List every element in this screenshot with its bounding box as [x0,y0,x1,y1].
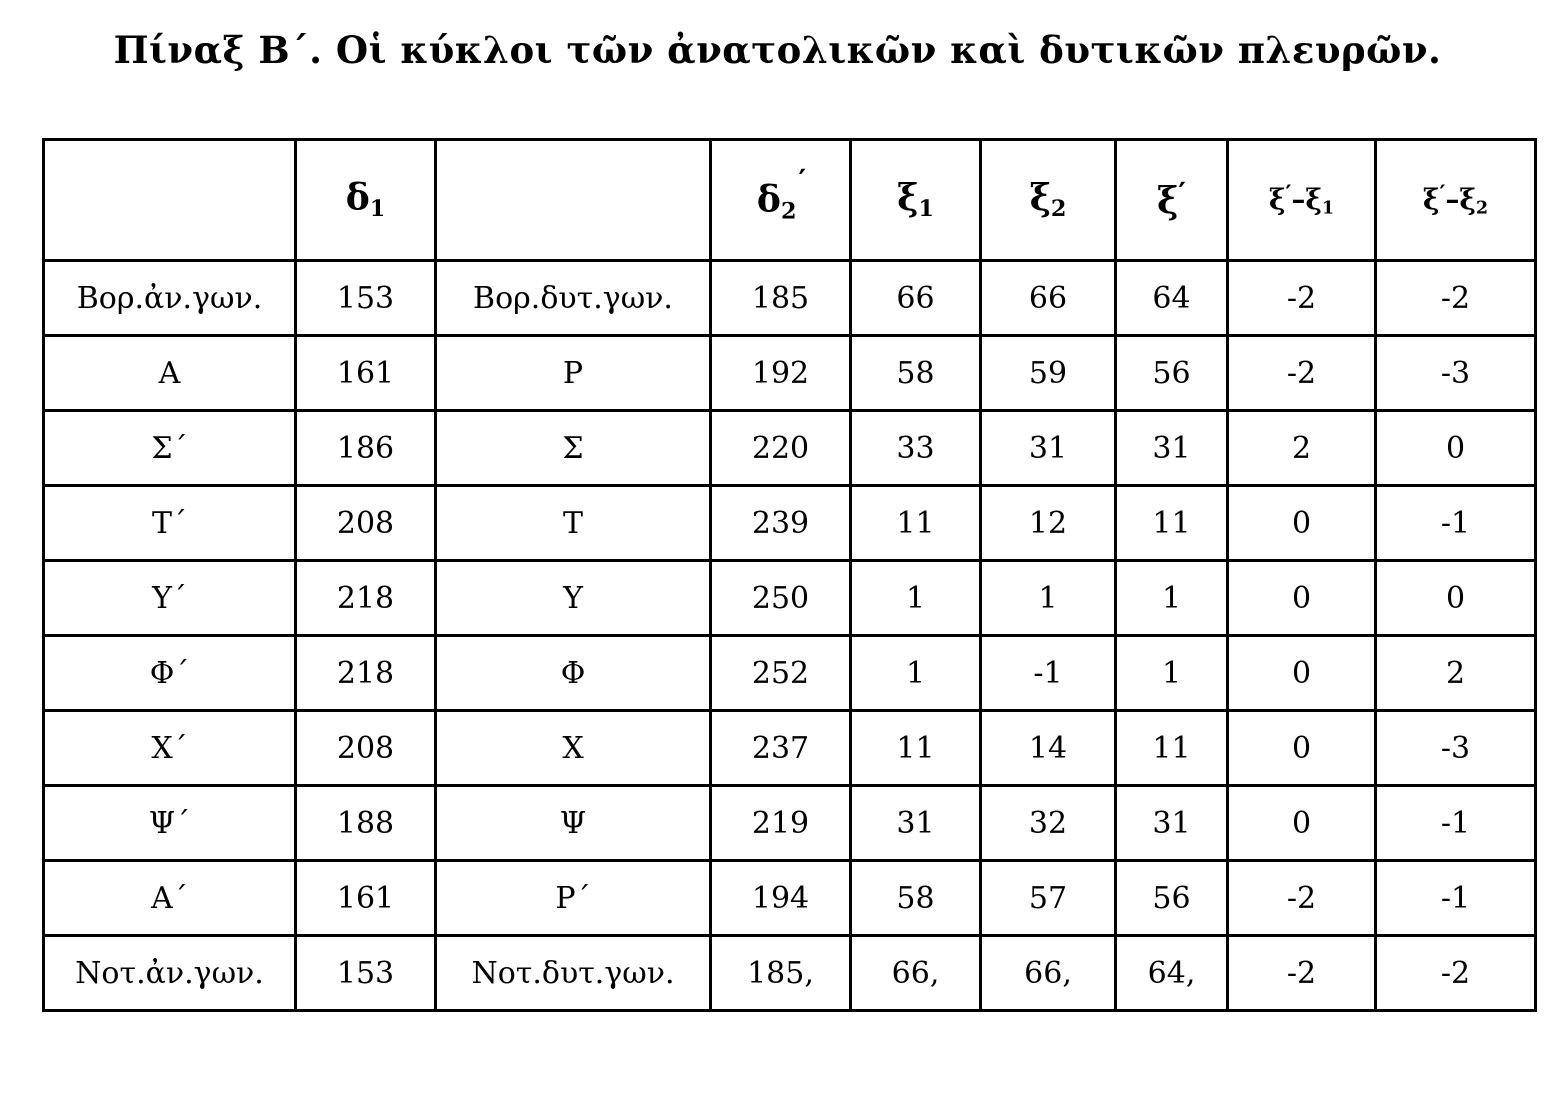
cell-diff1: 0 [1228,711,1376,786]
cell-diff2: 0 [1376,561,1536,636]
table-row [44,486,1536,561]
cell-xi1: 58 [851,336,981,411]
cell-d2: 220 [711,411,851,486]
header-xi1: $\xi_1$ [851,140,981,261]
cell-d1: 218 [296,636,436,711]
table-caption: Πίναξ Β΄. Οἱ κύκλοι τῶν ἀνατολικῶν καὶ δυτικῶν πλευρῶν. [113,28,1442,72]
cell-xi2: 1 [981,561,1116,636]
table-container [42,138,1534,1012]
cell-diff2: -2 [1376,936,1536,1011]
cell-xip: 56 [1116,336,1228,411]
table-row [44,261,1536,336]
cell-east-label: Χ΄ [44,711,296,786]
cell-diff1: -2 [1228,336,1376,411]
cell-west-label: Φ [436,636,711,711]
table-body [44,261,1536,1011]
cell-xi2: 12 [981,486,1116,561]
cell-diff1: 0 [1228,636,1376,711]
cell-d2: 250 [711,561,851,636]
cell-xi1: 31 [851,786,981,861]
header-delta2-prime: $\delta_2'$ [711,140,851,261]
cell-xi2: 66 [981,261,1116,336]
cell-west-label: Ψ [436,786,711,861]
cell-diff2: -1 [1376,486,1536,561]
cell-xi1: 1 [851,561,981,636]
cell-diff2: -3 [1376,336,1536,411]
cell-d1: 218 [296,561,436,636]
cell-xi1: 11 [851,486,981,561]
cell-west-label: Υ [436,561,711,636]
cell-xi2: -1 [981,636,1116,711]
cell-xi2: 31 [981,411,1116,486]
cell-xip: 31 [1116,786,1228,861]
cell-xip: 64, [1116,936,1228,1011]
cell-diff2: -1 [1376,786,1536,861]
header-row [44,140,1536,261]
cell-xip: 1 [1116,561,1228,636]
cell-east-label: Α΄ [44,861,296,936]
cell-d1: 186 [296,411,436,486]
header-delta1: $\delta_1$ [296,140,436,261]
table-row [44,936,1536,1011]
table-row [44,561,1536,636]
cell-d2: 194 [711,861,851,936]
cell-diff2: -1 [1376,861,1536,936]
cell-diff2: 2 [1376,636,1536,711]
header-xi-prime: ξ′ [1116,140,1228,261]
cell-xip: 64 [1116,261,1228,336]
data-table [42,138,1537,1012]
cell-diff1: -2 [1228,861,1376,936]
cell-east-label: Φ΄ [44,636,296,711]
cell-diff1: 0 [1228,486,1376,561]
table-row [44,711,1536,786]
cell-d1: 161 [296,861,436,936]
cell-xi2: 66, [981,936,1116,1011]
cell-xip: 11 [1116,486,1228,561]
cell-xi1: 66 [851,261,981,336]
cell-xip: 31 [1116,411,1228,486]
cell-diff1: 0 [1228,561,1376,636]
cell-east-label: Βορ.ἀν.γων. [44,261,296,336]
table-row [44,411,1536,486]
cell-east-label: Νοτ.ἀν.γων. [44,936,296,1011]
cell-xi1: 1 [851,636,981,711]
cell-west-label: Χ [436,711,711,786]
cell-diff2: 0 [1376,411,1536,486]
cell-xi2: 59 [981,336,1116,411]
table-header [44,140,1536,261]
cell-west-label: Ρ [436,336,711,411]
header-west-label [436,140,711,261]
cell-east-label: Υ΄ [44,561,296,636]
cell-d2: 192 [711,336,851,411]
cell-d1: 153 [296,936,436,1011]
cell-xi1: 33 [851,411,981,486]
cell-east-label: Ψ΄ [44,786,296,861]
table-row [44,336,1536,411]
cell-d2: 237 [711,711,851,786]
cell-diff1: 0 [1228,786,1376,861]
cell-d2: 219 [711,786,851,861]
cell-east-label: Σ΄ [44,411,296,486]
cell-diff1: -2 [1228,936,1376,1011]
table-row [44,636,1536,711]
header-xi-prime-minus-xi2: $\xi'-\xi_2$ [1376,140,1536,261]
cell-xi1: 58 [851,861,981,936]
cell-d1: 153 [296,261,436,336]
table-row [44,786,1536,861]
cell-xi2: 57 [981,861,1116,936]
cell-d2: 252 [711,636,851,711]
cell-west-label: Βορ.δυτ.γων. [436,261,711,336]
cell-diff1: 2 [1228,411,1376,486]
cell-west-label: Σ [436,411,711,486]
cell-d2: 185 [711,261,851,336]
cell-west-label: Νοτ.δυτ.γων. [436,936,711,1011]
cell-d2: 239 [711,486,851,561]
cell-d1: 188 [296,786,436,861]
cell-xi2: 14 [981,711,1116,786]
cell-west-label: Τ [436,486,711,561]
cell-east-label: Α [44,336,296,411]
cell-d2: 185, [711,936,851,1011]
cell-xip: 11 [1116,711,1228,786]
cell-xip: 1 [1116,636,1228,711]
cell-diff2: -2 [1376,261,1536,336]
header-xi-prime-minus-xi1: $\xi'-\xi_1$ [1228,140,1376,261]
cell-d1: 208 [296,711,436,786]
cell-xi1: 66, [851,936,981,1011]
cell-d1: 161 [296,336,436,411]
cell-d1: 208 [296,486,436,561]
cell-diff1: -2 [1228,261,1376,336]
cell-xi2: 32 [981,786,1116,861]
cell-diff2: -3 [1376,711,1536,786]
header-xi2: $\xi_2$ [981,140,1116,261]
cell-xip: 56 [1116,861,1228,936]
cell-west-label: Ρ΄ [436,861,711,936]
cell-xi1: 11 [851,711,981,786]
header-east-label [44,140,296,261]
table-row [44,861,1536,936]
cell-east-label: Τ΄ [44,486,296,561]
